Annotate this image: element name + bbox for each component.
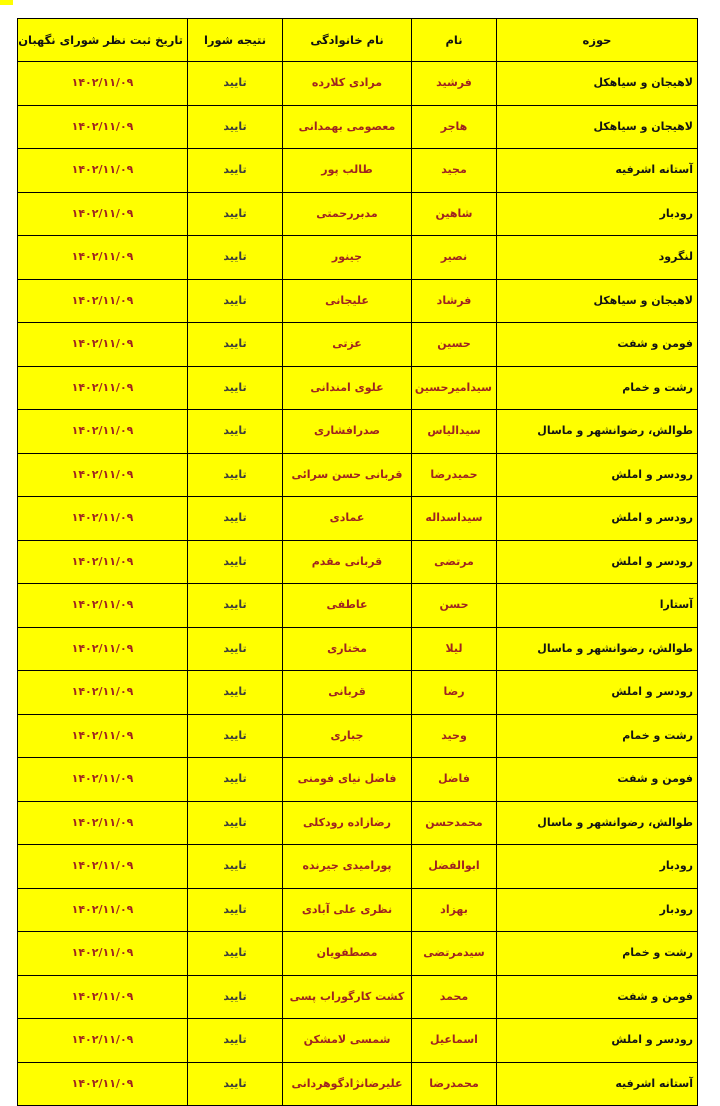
table-cell-name: حمیدرضا [412, 453, 497, 497]
table-row [18, 366, 698, 410]
table-row [18, 279, 698, 323]
table-cell-hoze: لاهیجان و سیاهکل [497, 105, 698, 149]
table-row [18, 627, 698, 671]
table-row [18, 1019, 698, 1063]
table-cell-result: تایید [188, 323, 283, 367]
approval-table [17, 18, 698, 1106]
table-cell-family: عاطفی [283, 584, 412, 628]
table-cell-date: ۱۴۰۲/۱۱/۰۹ [18, 236, 188, 280]
table-row [18, 62, 698, 106]
table-cell-hoze: فومن و شفت [497, 758, 698, 802]
table-cell-family: مصطفویان [283, 932, 412, 976]
table-cell-date: ۱۴۰۲/۱۱/۰۹ [18, 453, 188, 497]
table-cell-family: کشت کارگوراب پسی [283, 975, 412, 1019]
table-row [18, 236, 698, 280]
table-row [18, 410, 698, 454]
table-cell-name: مرتضی [412, 540, 497, 584]
table-cell-family: قربانی حسن سرائی [283, 453, 412, 497]
table-cell-date: ۱۴۰۲/۱۱/۰۹ [18, 62, 188, 106]
table-cell-family: مرادی کلارده [283, 62, 412, 106]
table-cell-hoze: آستارا [497, 584, 698, 628]
table-cell-result: تایید [188, 149, 283, 193]
table-cell-date: ۱۴۰۲/۱۱/۰۹ [18, 584, 188, 628]
table-cell-result: تایید [188, 758, 283, 802]
table-cell-result: تایید [188, 540, 283, 584]
table-cell-date: ۱۴۰۲/۱۱/۰۹ [18, 758, 188, 802]
table-cell-date: ۱۴۰۲/۱۱/۰۹ [18, 497, 188, 541]
table-cell-result: تایید [188, 932, 283, 976]
table-cell-date: ۱۴۰۲/۱۱/۰۹ [18, 192, 188, 236]
table-row [18, 758, 698, 802]
table-cell-name: اسماعیل [412, 1019, 497, 1063]
table-cell-date: ۱۴۰۲/۱۱/۰۹ [18, 845, 188, 889]
table-cell-family: پورامیدی جیرنده [283, 845, 412, 889]
table-cell-name: فرشید [412, 62, 497, 106]
table-cell-hoze: رودسر و املش [497, 497, 698, 541]
table-cell-result: تایید [188, 279, 283, 323]
table-cell-family: معصومی بهمدانی [283, 105, 412, 149]
table-row [18, 105, 698, 149]
table-cell-family: قربانی مقدم [283, 540, 412, 584]
table-cell-hoze: آستانه اشرفیه [497, 149, 698, 193]
table-row [18, 801, 698, 845]
table-row [18, 453, 698, 497]
table-cell-name: نصیر [412, 236, 497, 280]
table-cell-hoze: رشت و خمام [497, 366, 698, 410]
table-row [18, 932, 698, 976]
table-cell-result: تایید [188, 845, 283, 889]
table-cell-date: ۱۴۰۲/۱۱/۰۹ [18, 279, 188, 323]
table-cell-date: ۱۴۰۲/۱۱/۰۹ [18, 323, 188, 367]
table-cell-result: تایید [188, 366, 283, 410]
table-cell-result: تایید [188, 62, 283, 106]
table-cell-date: ۱۴۰۲/۱۱/۰۹ [18, 714, 188, 758]
table-cell-name: فاضل [412, 758, 497, 802]
table-cell-name: شاهین [412, 192, 497, 236]
table-cell-result: تایید [188, 627, 283, 671]
header-first-name: نام [412, 19, 497, 62]
table-cell-name: ابوالفضل [412, 845, 497, 889]
table-cell-hoze: رودسر و املش [497, 1019, 698, 1063]
table-row [18, 323, 698, 367]
table-cell-result: تایید [188, 671, 283, 715]
table-cell-hoze: رشت و خمام [497, 714, 698, 758]
table-cell-hoze: طوالش، رضوانشهر و ماسال [497, 410, 698, 454]
table-cell-family: علوی امندانی [283, 366, 412, 410]
table-cell-date: ۱۴۰۲/۱۱/۰۹ [18, 627, 188, 671]
table-cell-result: تایید [188, 236, 283, 280]
table-row [18, 1062, 698, 1106]
table-cell-hoze: رودسر و املش [497, 540, 698, 584]
table-cell-date: ۱۴۰۲/۱۱/۰۹ [18, 1019, 188, 1063]
table-cell-name: محمد [412, 975, 497, 1019]
table-cell-name: سیدالیاس [412, 410, 497, 454]
corner-artifact [0, 0, 13, 5]
table-cell-name: فرشاد [412, 279, 497, 323]
table-cell-name: محمدحسن [412, 801, 497, 845]
table-cell-hoze: طوالش، رضوانشهر و ماسال [497, 801, 698, 845]
table-cell-family: فاضل نیای فومنی [283, 758, 412, 802]
table-cell-family: مدبررحمتی [283, 192, 412, 236]
table-cell-result: تایید [188, 1019, 283, 1063]
table-row [18, 540, 698, 584]
header-registration-date: تاریخ ثبت نظر شورای نگهبان [18, 19, 188, 62]
table-cell-hoze: رودسر و املش [497, 453, 698, 497]
table-cell-family: جینور [283, 236, 412, 280]
table-cell-hoze: رودبار [497, 845, 698, 889]
table-cell-name: بهزاد [412, 888, 497, 932]
table-cell-hoze: لاهیجان و سیاهکل [497, 62, 698, 106]
table-cell-date: ۱۴۰۲/۱۱/۰۹ [18, 366, 188, 410]
table-cell-result: تایید [188, 105, 283, 149]
table-cell-family: رضازاده رودکلی [283, 801, 412, 845]
table-cell-result: تایید [188, 975, 283, 1019]
table-cell-name: مجید [412, 149, 497, 193]
table-row [18, 584, 698, 628]
table-cell-result: تایید [188, 453, 283, 497]
table-cell-name: لیلا [412, 627, 497, 671]
table-cell-hoze: لنگرود [497, 236, 698, 280]
table-cell-name: وحید [412, 714, 497, 758]
table-cell-hoze: رودبار [497, 888, 698, 932]
table-cell-name: سیدمرتضی [412, 932, 497, 976]
table-cell-date: ۱۴۰۲/۱۱/۰۹ [18, 671, 188, 715]
table-header-row [18, 19, 698, 62]
table-cell-hoze: طوالش، رضوانشهر و ماسال [497, 627, 698, 671]
header-family-name: نام خانوادگی [283, 19, 412, 62]
table-cell-date: ۱۴۰۲/۱۱/۰۹ [18, 410, 188, 454]
table-row [18, 671, 698, 715]
table-cell-hoze: آستانه اشرفیه [497, 1062, 698, 1106]
table-row [18, 975, 698, 1019]
table-cell-family: شمسی لامشکن [283, 1019, 412, 1063]
table-row [18, 192, 698, 236]
header-council-result: نتیجه شورا [188, 19, 283, 62]
table-cell-family: نظری علی آبادی [283, 888, 412, 932]
table-cell-date: ۱۴۰۲/۱۱/۰۹ [18, 540, 188, 584]
table-cell-hoze: فومن و شفت [497, 323, 698, 367]
table-cell-date: ۱۴۰۲/۱۱/۰۹ [18, 1062, 188, 1106]
table-row [18, 149, 698, 193]
table-cell-result: تایید [188, 714, 283, 758]
table-cell-hoze: رودبار [497, 192, 698, 236]
table-cell-name: حسن [412, 584, 497, 628]
table-row [18, 714, 698, 758]
table-cell-name: سیداسداله [412, 497, 497, 541]
table-cell-date: ۱۴۰۲/۱۱/۰۹ [18, 975, 188, 1019]
table-cell-family: طالب پور [283, 149, 412, 193]
table-cell-result: تایید [188, 801, 283, 845]
table-cell-name: محمدرضا [412, 1062, 497, 1106]
table-row [18, 497, 698, 541]
table-cell-name: رضا [412, 671, 497, 715]
table-cell-hoze: رشت و خمام [497, 932, 698, 976]
table-cell-family: قربانی [283, 671, 412, 715]
table-cell-family: صدرافشاری [283, 410, 412, 454]
table-body [18, 62, 698, 1106]
table-cell-family: عمادی [283, 497, 412, 541]
table-cell-result: تایید [188, 888, 283, 932]
table-cell-date: ۱۴۰۲/۱۱/۰۹ [18, 149, 188, 193]
table-cell-result: تایید [188, 410, 283, 454]
header-constituency: حوزه [497, 19, 698, 62]
table-cell-name: حسین [412, 323, 497, 367]
table-row [18, 888, 698, 932]
table-cell-result: تایید [188, 192, 283, 236]
table-cell-hoze: فومن و شفت [497, 975, 698, 1019]
table-cell-date: ۱۴۰۲/۱۱/۰۹ [18, 888, 188, 932]
table-cell-date: ۱۴۰۲/۱۱/۰۹ [18, 105, 188, 149]
table-cell-hoze: رودسر و املش [497, 671, 698, 715]
table-cell-name: سیدامیرحسین [412, 366, 497, 410]
table-cell-result: تایید [188, 584, 283, 628]
table-cell-result: تایید [188, 1062, 283, 1106]
table-cell-name: هاجر [412, 105, 497, 149]
table-row [18, 845, 698, 889]
table-cell-family: عزتی [283, 323, 412, 367]
table-cell-result: تایید [188, 497, 283, 541]
table-cell-date: ۱۴۰۲/۱۱/۰۹ [18, 801, 188, 845]
table-cell-family: علیرضانژادگوهردانی [283, 1062, 412, 1106]
table-cell-family: جباری [283, 714, 412, 758]
table-cell-date: ۱۴۰۲/۱۱/۰۹ [18, 932, 188, 976]
table-cell-family: علیجانی [283, 279, 412, 323]
table-cell-family: مختاری [283, 627, 412, 671]
table-cell-hoze: لاهیجان و سیاهکل [497, 279, 698, 323]
